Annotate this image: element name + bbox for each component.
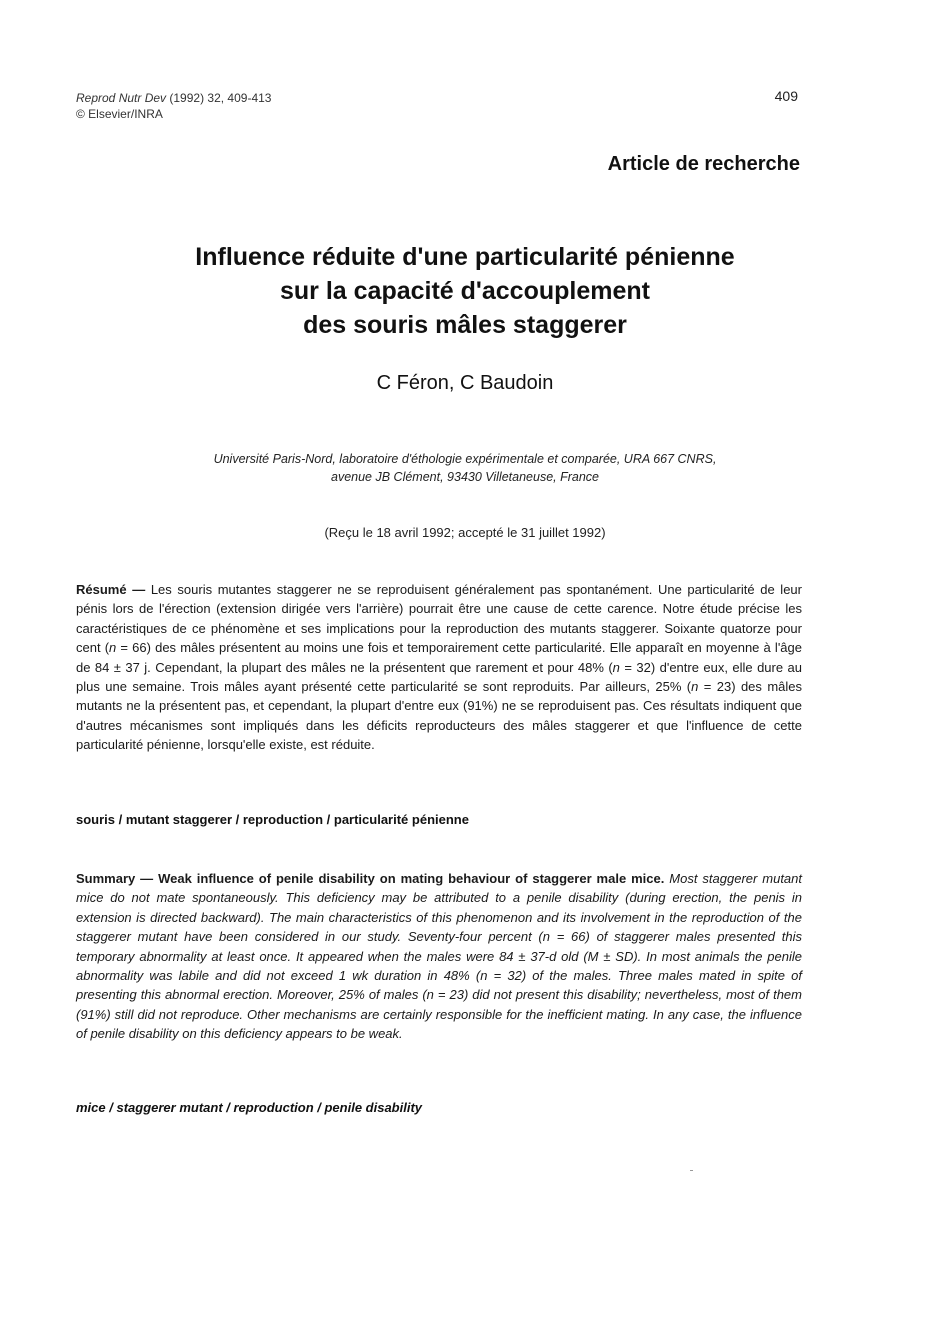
- affiliation-line: Université Paris-Nord, laboratoire d'éthologie expérimentale et comparée, URA 667 CNRS,: [213, 452, 717, 466]
- received-dates: (Reçu le 18 avril 1992; accepté le 31 juillet 1992): [324, 525, 606, 540]
- summary-lead: Summary — Weak influence of penile disability on mating behaviour of staggerer male mice.: [76, 871, 665, 886]
- keywords-en: mice / staggerer mutant / reproduction / penile disability: [76, 1100, 423, 1115]
- resume-text: = 32) d'entre eux, elle dure au plus une semaine. Trois mâles ayant présenté cette particularité se sont reproduits. Par ailleurs, 25% (: [76, 659, 803, 695]
- title-line: sur la capacité d'accouplement: [280, 277, 650, 305]
- article-title: [60, 240, 870, 342]
- page-number: 409: [774, 88, 798, 104]
- resume-text: = 23) des mâles mutants ne la présentent pas, et cependant, la plupart d'entre eux (91%) ne se reproduisent pas. Ces résultats indiquent que d'autres mécanismes sont impliqués dans les déficits reproducteurs des mâles staggerer et que l'influence de cette particularité pénienne, lorsqu'elle existe, est réduite.: [76, 679, 802, 753]
- scan-mark: [690, 1170, 693, 1171]
- journal-header: [76, 90, 271, 122]
- citation-line: [76, 90, 271, 106]
- resume-text: = 66) des mâles présentent au moins une fois et temporairement cette particularité. Elle apparaît en moyenne à l'âge de 84 ± 37 j. Cependant, la plupart des mâles ne la présentent que rarement et pour 48% (: [76, 640, 802, 675]
- resume-n: n: [691, 679, 699, 695]
- keywords-fr: souris / mutant staggerer / reproduction / particularité pénienne: [76, 812, 469, 827]
- journal-citation-rest: (1992) 32, 409-413: [169, 91, 272, 105]
- section-label: Article de recherche: [607, 153, 800, 175]
- title-line: des souris mâles staggerer: [303, 311, 627, 339]
- title-line: Influence réduite d'une particularité pénienne: [195, 243, 735, 271]
- resume-n: n: [109, 640, 117, 656]
- resume-lead: Résumé —: [76, 582, 146, 597]
- resume-abstract: [76, 580, 802, 755]
- resume-n: n: [612, 659, 620, 675]
- affiliation-line: avenue JB Clément, 93430 Villetaneuse, France: [331, 470, 599, 484]
- affiliation: [60, 450, 870, 486]
- summary-text: Most staggerer mutant mice do not mate spontaneously. This deficiency may be attributed to a penile disability (during erection, the penis in extension is directed backward). The main characteristics of this phenomenon and its involvement in the reproduction of the staggerer mutant have been considered in our study. Seventy-four percent (n = 66) of staggerer males presented this temporary abnormality at least once. It appeared when the males were 84 ± 37-d old (M ± SD). In most animals the penile abnormality was labile and did not exceed 1 wk duration in 48% (n = 32) of the males. Three males mated in spite of presenting this abnormal erection. Moreover, 25% of males (n = 23) did not present this disability; nevertheless, most of them (91%) still did not reproduce. Other mechanisms are certainly responsible for the inefficient mating. In any case, the influence of penile disability on this deficiency appears to be weak.: [76, 871, 803, 1042]
- journal-citation: Reprod Nutr Dev: [76, 91, 167, 105]
- publisher: © Elsevier/INRA: [76, 107, 163, 121]
- resume-text: Les souris mutantes staggerer ne se reproduisent généralement pas spontanément. Une particularité de leur pénis lors de l'érection (extension dirigée vers l'arrière) pourrait être une cause de cette carence. Notre étude précise les caractéristiques de ce phénomène et ses implications pour la reproduction des mutants staggerer. Soixante quatorze pour cent (: [76, 582, 802, 656]
- summary-abstract: [76, 869, 802, 1044]
- authors: C Féron, C Baudoin: [376, 372, 554, 394]
